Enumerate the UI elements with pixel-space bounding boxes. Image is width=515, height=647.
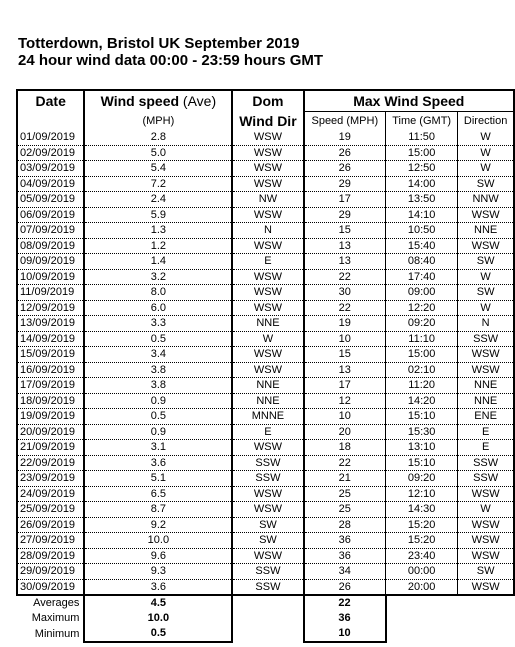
max-dir-cell: SSW: [458, 471, 514, 487]
max-dir-cell: W: [458, 300, 514, 316]
dom-dir-cell: WSW: [232, 486, 303, 502]
date-cell: 14/09/2019: [17, 331, 84, 347]
table-row: [17, 424, 514, 440]
dom-dir-cell: WSW: [232, 502, 303, 518]
max-speed-cell: 29: [304, 207, 386, 223]
ave-speed-cell: 7.2: [84, 176, 232, 192]
date-cell: 22/09/2019: [17, 455, 84, 471]
header-direction: Direction: [458, 112, 514, 131]
dom-dir-cell: WSW: [232, 176, 303, 192]
date-cell: 25/09/2019: [17, 502, 84, 518]
max-dir-cell: WSW: [458, 517, 514, 533]
max-dir-cell: E: [458, 424, 514, 440]
header-wind-speed-suffix: (Ave): [179, 93, 217, 110]
max-speed-cell: 26: [304, 161, 386, 177]
ave-speed-cell: 2.8: [84, 130, 232, 145]
summary-spacer: [458, 611, 514, 626]
max-dir-cell: SSW: [458, 455, 514, 471]
dom-dir-cell: W: [232, 331, 303, 347]
date-cell: 20/09/2019: [17, 424, 84, 440]
date-cell: 18/09/2019: [17, 393, 84, 409]
ave-speed-cell: 3.8: [84, 378, 232, 394]
max-dir-cell: SW: [458, 254, 514, 270]
dom-dir-cell: SSW: [232, 579, 303, 595]
header-dom: Dom: [232, 90, 303, 112]
max-dir-cell: E: [458, 440, 514, 456]
time-cell: 17:40: [386, 269, 458, 285]
data-rows: [17, 130, 514, 595]
date-cell: 24/09/2019: [17, 486, 84, 502]
time-cell: 15:00: [386, 145, 458, 161]
max-dir-cell: WSW: [458, 362, 514, 378]
summary-rows: [17, 595, 514, 642]
max-speed-cell: 26: [304, 145, 386, 161]
table-row: [17, 316, 514, 332]
ave-speed-cell: 3.6: [84, 579, 232, 595]
date-cell: 29/09/2019: [17, 564, 84, 580]
ave-speed-cell: 3.8: [84, 362, 232, 378]
max-speed-cell: 22: [304, 455, 386, 471]
time-cell: 09:00: [386, 285, 458, 301]
date-cell: 04/09/2019: [17, 176, 84, 192]
dom-dir-cell: NNE: [232, 316, 303, 332]
dom-dir-cell: WSW: [232, 207, 303, 223]
max-dir-cell: SSW: [458, 331, 514, 347]
max-dir-cell: W: [458, 161, 514, 177]
max-speed-cell: 25: [304, 502, 386, 518]
max-speed-cell: 26: [304, 579, 386, 595]
dom-dir-cell: E: [232, 254, 303, 270]
wind-data-table: [16, 89, 515, 643]
summary-ave-value: 10.0: [84, 611, 232, 626]
max-speed-cell: 13: [304, 362, 386, 378]
date-cell: 09/09/2019: [17, 254, 84, 270]
max-dir-cell: WSW: [458, 533, 514, 549]
table-row: [17, 378, 514, 394]
max-dir-cell: W: [458, 145, 514, 161]
ave-speed-cell: 3.2: [84, 269, 232, 285]
summary-spacer: [458, 595, 514, 611]
summary-row: [17, 626, 514, 642]
table-row: [17, 471, 514, 487]
summary-spacer: [458, 626, 514, 642]
ave-speed-cell: 5.4: [84, 161, 232, 177]
max-speed-cell: 15: [304, 223, 386, 239]
max-dir-cell: SW: [458, 285, 514, 301]
dom-dir-cell: WSW: [232, 548, 303, 564]
time-cell: 14:10: [386, 207, 458, 223]
max-speed-cell: 30: [304, 285, 386, 301]
time-cell: 11:20: [386, 378, 458, 394]
date-cell: 01/09/2019: [17, 130, 84, 145]
max-dir-cell: WSW: [458, 238, 514, 254]
max-speed-cell: 13: [304, 254, 386, 270]
time-cell: 08:40: [386, 254, 458, 270]
date-cell: 10/09/2019: [17, 269, 84, 285]
time-cell: 15:10: [386, 455, 458, 471]
table-row: [17, 254, 514, 270]
max-speed-cell: 18: [304, 440, 386, 456]
date-cell: 27/09/2019: [17, 533, 84, 549]
max-speed-cell: 36: [304, 548, 386, 564]
dom-dir-cell: WSW: [232, 161, 303, 177]
dom-dir-cell: SW: [232, 533, 303, 549]
summary-row: [17, 595, 514, 611]
max-dir-cell: WSW: [458, 579, 514, 595]
max-speed-cell: 36: [304, 533, 386, 549]
max-dir-cell: WSW: [458, 548, 514, 564]
table-row: [17, 579, 514, 595]
table-row: [17, 130, 514, 145]
max-speed-cell: 34: [304, 564, 386, 580]
table-row: [17, 347, 514, 363]
dom-dir-cell: WSW: [232, 269, 303, 285]
table-row: [17, 393, 514, 409]
ave-speed-cell: 1.2: [84, 238, 232, 254]
ave-speed-cell: 0.9: [84, 393, 232, 409]
ave-speed-cell: 3.4: [84, 347, 232, 363]
header-speed-mph: Speed (MPH): [304, 112, 386, 131]
dom-dir-cell: WSW: [232, 238, 303, 254]
ave-speed-cell: 2.4: [84, 192, 232, 208]
header-wind-speed: [84, 90, 232, 112]
time-cell: 10:50: [386, 223, 458, 239]
table-row: [17, 548, 514, 564]
ave-speed-cell: 8.7: [84, 502, 232, 518]
dom-dir-cell: SSW: [232, 471, 303, 487]
time-cell: 09:20: [386, 471, 458, 487]
date-cell: 21/09/2019: [17, 440, 84, 456]
table-row: [17, 145, 514, 161]
date-cell: 13/09/2019: [17, 316, 84, 332]
date-cell: 03/09/2019: [17, 161, 84, 177]
table-row: [17, 300, 514, 316]
max-speed-cell: 12: [304, 393, 386, 409]
max-speed-cell: 21: [304, 471, 386, 487]
ave-speed-cell: 10.0: [84, 533, 232, 549]
time-cell: 14:20: [386, 393, 458, 409]
dom-dir-cell: SSW: [232, 455, 303, 471]
summary-label: Maximum: [31, 612, 80, 624]
time-cell: 13:10: [386, 440, 458, 456]
time-cell: 15:10: [386, 409, 458, 425]
table-row: [17, 517, 514, 533]
table-row: [17, 238, 514, 254]
date-cell: 11/09/2019: [17, 285, 84, 301]
summary-spacer: [232, 626, 303, 642]
max-speed-cell: 19: [304, 130, 386, 145]
summary-label: Averages: [33, 597, 80, 609]
ave-speed-cell: 1.4: [84, 254, 232, 270]
table-row: [17, 455, 514, 471]
summary-spacer: [232, 611, 303, 626]
time-cell: 12:50: [386, 161, 458, 177]
ave-speed-cell: 3.1: [84, 440, 232, 456]
header-wind-speed-unit: (MPH): [84, 112, 232, 131]
ave-speed-cell: 5.9: [84, 207, 232, 223]
max-dir-cell: ENE: [458, 409, 514, 425]
max-speed-cell: 15: [304, 347, 386, 363]
ave-speed-cell: 0.5: [84, 331, 232, 347]
time-cell: 15:20: [386, 533, 458, 549]
dom-dir-cell: SW: [232, 517, 303, 533]
dom-dir-cell: NNE: [232, 378, 303, 394]
ave-speed-cell: 3.3: [84, 316, 232, 332]
date-cell: 15/09/2019: [17, 347, 84, 363]
dom-dir-cell: MNNE: [232, 409, 303, 425]
table-row: [17, 207, 514, 223]
ave-speed-cell: 0.5: [84, 409, 232, 425]
ave-speed-cell: 6.0: [84, 300, 232, 316]
ave-speed-cell: 5.1: [84, 471, 232, 487]
max-speed-cell: 17: [304, 378, 386, 394]
ave-speed-cell: 1.3: [84, 223, 232, 239]
summary-row: [17, 611, 514, 626]
table-row: [17, 533, 514, 549]
table-row: [17, 192, 514, 208]
time-cell: 14:30: [386, 502, 458, 518]
table-row: [17, 161, 514, 177]
ave-speed-cell: 5.0: [84, 145, 232, 161]
max-dir-cell: NNW: [458, 192, 514, 208]
time-cell: 15:30: [386, 424, 458, 440]
dom-dir-cell: WSW: [232, 347, 303, 363]
date-cell: 07/09/2019: [17, 223, 84, 239]
max-speed-cell: 19: [304, 316, 386, 332]
time-cell: 00:00: [386, 564, 458, 580]
time-cell: 11:50: [386, 130, 458, 145]
report-subtitle: 24 hour wind data 00:00 - 23:59 hours GMT: [18, 52, 324, 69]
date-cell: 30/09/2019: [17, 579, 84, 595]
date-cell: 28/09/2019: [17, 548, 84, 564]
date-cell: 16/09/2019: [17, 362, 84, 378]
dom-dir-cell: WSW: [232, 130, 303, 145]
time-cell: 02:10: [386, 362, 458, 378]
max-speed-cell: 20: [304, 424, 386, 440]
summary-max-value: 10: [304, 626, 386, 642]
dom-dir-cell: NW: [232, 192, 303, 208]
max-dir-cell: W: [458, 130, 514, 145]
table-row: [17, 285, 514, 301]
max-dir-cell: NNE: [458, 378, 514, 394]
dom-dir-cell: WSW: [232, 300, 303, 316]
dom-dir-cell: WSW: [232, 285, 303, 301]
max-speed-cell: 29: [304, 176, 386, 192]
summary-max-value: 36: [304, 611, 386, 626]
time-cell: 09:20: [386, 316, 458, 332]
max-dir-cell: WSW: [458, 207, 514, 223]
ave-speed-cell: 0.9: [84, 424, 232, 440]
ave-speed-cell: 8.0: [84, 285, 232, 301]
time-cell: 15:40: [386, 238, 458, 254]
table-row: [17, 223, 514, 239]
header-time-gmt: Time (GMT): [386, 112, 458, 131]
max-speed-cell: 10: [304, 409, 386, 425]
date-cell: 05/09/2019: [17, 192, 84, 208]
date-cell: 02/09/2019: [17, 145, 84, 161]
max-speed-cell: 13: [304, 238, 386, 254]
ave-speed-cell: 9.2: [84, 517, 232, 533]
table-row: [17, 564, 514, 580]
date-cell: 12/09/2019: [17, 300, 84, 316]
time-cell: 12:10: [386, 486, 458, 502]
max-dir-cell: WSW: [458, 486, 514, 502]
table-row: [17, 502, 514, 518]
max-speed-cell: 22: [304, 269, 386, 285]
table-row: [17, 486, 514, 502]
date-cell: 08/09/2019: [17, 238, 84, 254]
max-speed-cell: 10: [304, 331, 386, 347]
max-dir-cell: N: [458, 316, 514, 332]
ave-speed-cell: 3.6: [84, 455, 232, 471]
max-dir-cell: NNE: [458, 393, 514, 409]
max-dir-cell: W: [458, 502, 514, 518]
ave-speed-cell: 9.6: [84, 548, 232, 564]
time-cell: 14:00: [386, 176, 458, 192]
report-title: Totterdown, Bristol UK September 2019: [18, 35, 300, 52]
max-dir-cell: WSW: [458, 347, 514, 363]
date-cell: 17/09/2019: [17, 378, 84, 394]
max-dir-cell: W: [458, 269, 514, 285]
table-row: [17, 409, 514, 425]
header-wind-dir: Wind Dir: [232, 112, 303, 131]
date-cell: 26/09/2019: [17, 517, 84, 533]
dom-dir-cell: WSW: [232, 145, 303, 161]
summary-max-value: 22: [304, 595, 386, 611]
summary-spacer: [386, 611, 458, 626]
dom-dir-cell: WSW: [232, 362, 303, 378]
time-cell: 13:50: [386, 192, 458, 208]
table-row: [17, 269, 514, 285]
time-cell: 23:40: [386, 548, 458, 564]
time-cell: 12:20: [386, 300, 458, 316]
summary-label: Minimum: [34, 627, 80, 640]
table-row: [17, 362, 514, 378]
time-cell: 15:20: [386, 517, 458, 533]
date-cell: 06/09/2019: [17, 207, 84, 223]
summary-spacer: [232, 595, 303, 611]
max-speed-cell: 28: [304, 517, 386, 533]
header-max-wind-speed: Max Wind Speed: [304, 90, 514, 112]
ave-speed-cell: 6.5: [84, 486, 232, 502]
summary-spacer: [386, 626, 458, 642]
table-row: [17, 440, 514, 456]
max-dir-cell: NNE: [458, 223, 514, 239]
time-cell: 11:10: [386, 331, 458, 347]
time-cell: 15:00: [386, 347, 458, 363]
max-speed-cell: 17: [304, 192, 386, 208]
table-row: [17, 176, 514, 192]
header-date: Date: [17, 90, 84, 112]
dom-dir-cell: WSW: [232, 440, 303, 456]
max-speed-cell: 22: [304, 300, 386, 316]
header-wind-speed-label: Wind speed: [100, 93, 180, 110]
summary-ave-value: 0.5: [84, 626, 232, 642]
ave-speed-cell: 9.3: [84, 564, 232, 580]
max-dir-cell: SW: [458, 564, 514, 580]
time-cell: 20:00: [386, 579, 458, 595]
summary-ave-value: 4.5: [84, 595, 232, 611]
dom-dir-cell: N: [232, 223, 303, 239]
table-row: [17, 331, 514, 347]
summary-spacer: [386, 595, 458, 611]
date-cell: 19/09/2019: [17, 409, 84, 425]
dom-dir-cell: SSW: [232, 564, 303, 580]
date-cell: 23/09/2019: [17, 471, 84, 487]
max-dir-cell: SW: [458, 176, 514, 192]
dom-dir-cell: NNE: [232, 393, 303, 409]
max-speed-cell: 25: [304, 486, 386, 502]
dom-dir-cell: E: [232, 424, 303, 440]
